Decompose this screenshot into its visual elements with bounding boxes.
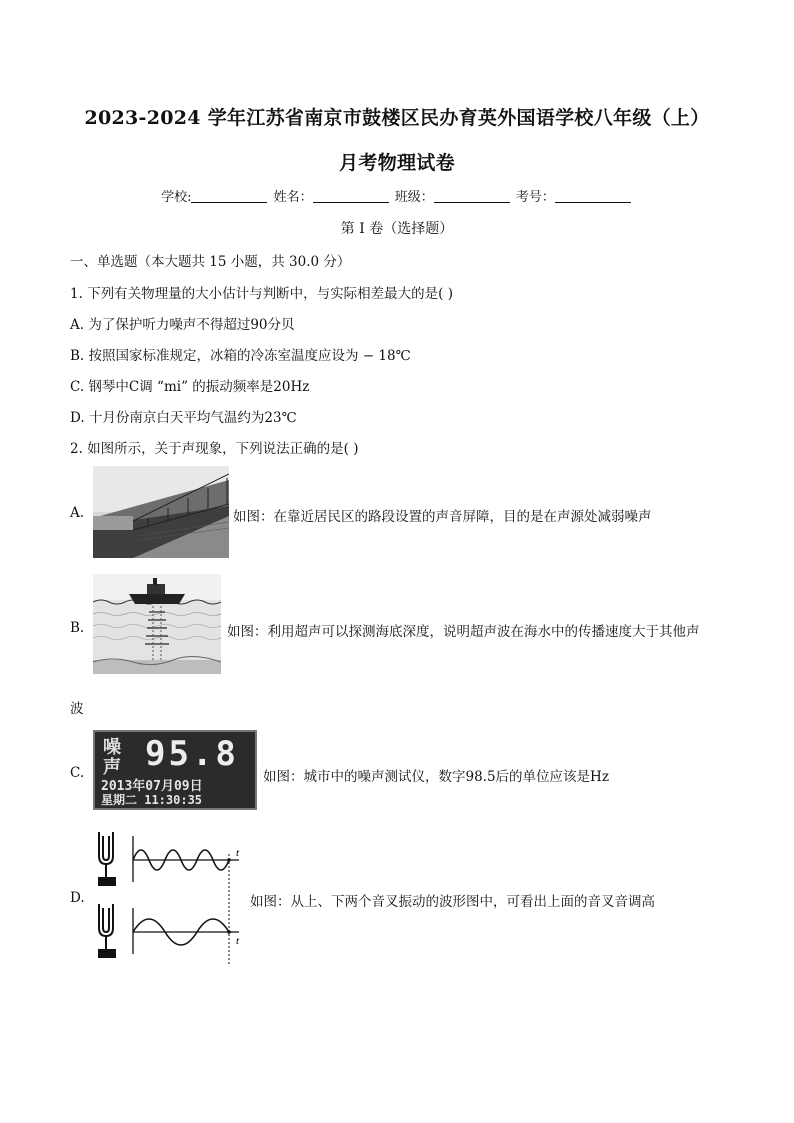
noise-date: 2013年07月09日 (101, 779, 203, 794)
sonar-ship-image (93, 574, 221, 674)
noise-reading: 95.8 (145, 734, 239, 774)
upper-axis-t: t (236, 847, 240, 859)
q2-option-b-label[interactable]: B. (70, 620, 85, 636)
noise-meter-image (93, 730, 257, 810)
q2-option-d-text[interactable]: 如图：从上、下两个音叉振动的波形图中，可看出上面的音叉音调高 (250, 894, 655, 910)
lower-axis-t: t (236, 935, 240, 947)
number-blank[interactable] (555, 190, 631, 203)
school-blank[interactable] (191, 190, 267, 203)
title-line-1: 2023-2024 学年江苏省南京市鼓楼区民办育英外国语学校八年级（上） (84, 107, 710, 129)
q2-option-d-label[interactable]: D. (70, 890, 85, 906)
q2-stem: 2. 如图所示，关于声现象，下列说法正确的是( ) (70, 441, 359, 457)
section-heading: 一、单选题（本大题共 15 小题，共 30.0 分） (70, 254, 351, 270)
q1-option-d[interactable]: D. 十月份南京白天平均气温约为23℃ (70, 410, 297, 426)
q2-option-a-text[interactable]: 如图：在靠近居民区的路段设置的声音屏障，目的是在声源处减弱噪声 (233, 509, 652, 525)
noise-label-bottom: 声 (103, 757, 121, 778)
noise-label-top: 噪 (103, 737, 121, 758)
noise-weekday-time: 星期二 11:30:35 (101, 793, 203, 807)
q2-option-b-text-wrap: 波 (70, 701, 84, 717)
volume-heading: 第 I 卷（选择题） (340, 221, 454, 237)
name-blank[interactable] (313, 190, 389, 203)
q2-option-c-label[interactable]: C. (70, 765, 85, 781)
q1-option-b[interactable]: B. 按照国家标准规定，冰箱的冷冻室温度应设为 − 18℃ (70, 348, 411, 364)
q1-option-a[interactable]: A. 为了保护听力噪声不得超过90分贝 (70, 317, 295, 333)
tuning-fork-upper-icon (99, 832, 115, 885)
class-blank[interactable] (434, 190, 510, 203)
q2-option-c-text[interactable]: 如图：城市中的噪声测试仪，数字98.5后的单位应该是Hz (263, 769, 609, 785)
student-info-row (0, 186, 794, 205)
number-label: 考号： (515, 190, 555, 205)
class-label: 班级： (394, 190, 434, 205)
sound-barrier-image (93, 466, 229, 558)
title-line-2: 月考物理试卷 (339, 152, 455, 174)
q1-stem: 1. 下列有关物理量的大小估计与判断中，与实际相差最大的是( ) (70, 286, 453, 302)
q1-option-c[interactable]: C. 钢琴中C调 “mi” 的振动频率是20Hz (70, 379, 310, 395)
school-label: 学校: (161, 190, 192, 205)
tuning-fork-lower-icon (99, 904, 115, 957)
tuning-fork-waves-image (93, 826, 249, 968)
name-label: 姓名： (273, 190, 313, 205)
q2-option-b-text[interactable]: 如图：利用超声可以探测海底深度，说明超声波在海水中的传播速度大于其他声 (227, 624, 700, 640)
q2-option-a-label[interactable]: A. (70, 505, 85, 521)
